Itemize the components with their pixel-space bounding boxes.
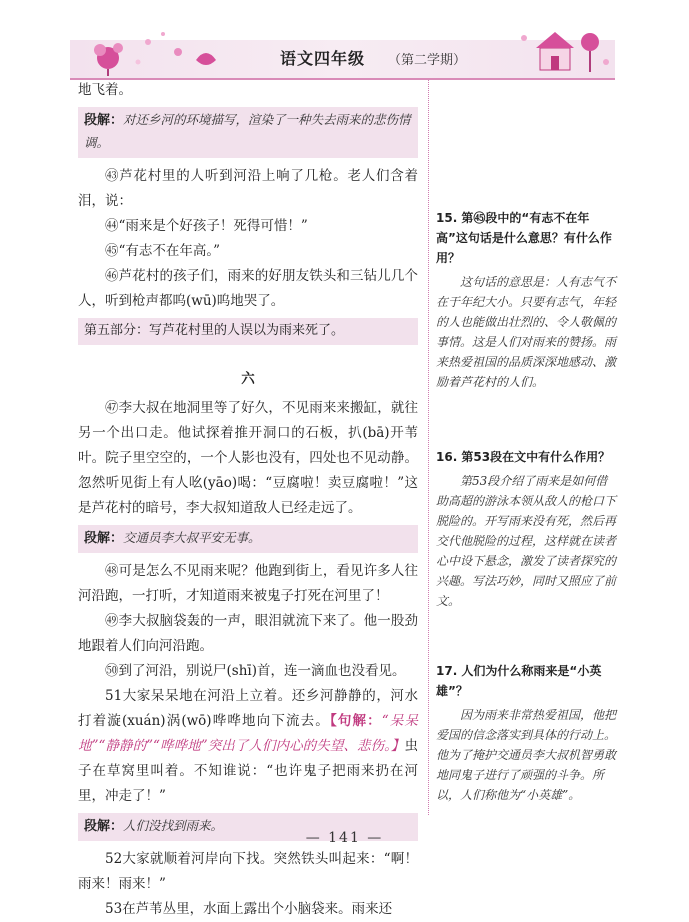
page-header [70,20,615,78]
question-16: 16. 第53段在文中有什么作用？ [436,450,611,464]
summary-text: 第五部分：写芦花村里的人误以为雨来死了。 [84,323,345,338]
sentence-note-label: 【句解： [329,713,382,729]
page-number: — 141 — [305,830,384,846]
question-column [436,78,618,805]
paragraph-48: ㊽可是怎么不见雨来呢？他跑到街上，看见许多人往河沿跑，一打听，才知道雨来被鬼子打死在河里了！ [78,563,418,604]
page-subtitle: （第二学期） [388,53,467,68]
annotation-note: 交通员李大叔平安无事。 [123,530,261,545]
paragraph-45: ㊺“有志不在年高。” [105,243,221,259]
annotation-label: 段解： [84,819,124,834]
paragraph-51-text-a: 51大家呆呆地在河沿上立着。还乡河静静的，河水打着漩(xuán)涡(wō)哗哗地向下流去。 [78,688,418,729]
annotation-label: 段解： [84,531,124,546]
column-divider [428,80,429,815]
paragraph-continued: 地飞着。 [78,82,132,98]
answer-16: 第53段介绍了雨来是如何借助高超的游泳本领从敌人的枪口下脱险的。开写雨来没有死，然后再交代他脱险的过程，这样就在读者心中设下悬念，激发了读者探究的兴趣。写法巧妙，同时又照应了前文。 [436,474,617,608]
question-15: 15. 第㊺段中的“有志不在年高”这句话是什么意思？有什么作用？ [436,211,612,265]
answer-15: 这句话的意思是：人有志气不在于年纪大小。只要有志气，年轻的人也能做出壮烈的、令人敬佩的事情。这是人们对雨来的赞扬。雨来热爱祖国的品质深深地感动、激励着芦花村的人们。 [436,275,617,389]
house-decoration-icon [510,20,615,78]
answer-17: 因为雨来非常热爱祖国，他把爱国的信念落实到具体的行动上。他为了掩护交通员李大叔机智勇敢地同鬼子进行了顽强的斗争。所以，人们称他为“小英雄”。 [436,708,617,802]
annotation-note: 人们没找到雨来。 [123,818,224,833]
annotation-box [78,525,418,553]
paragraph-52: 52大家就顺着河岸向下找。突然铁头叫起来：“啊！雨来！雨来！” [78,851,418,892]
annotation-box [78,107,418,158]
sentence-note: “呆呆地”“静静的”“哗哗地”突出了人们内心的失望、悲伤。】 [78,713,419,754]
paragraph-43: ㊸芦花村里的人听到河沿上响了几枪。老人们含着泪，说： [78,168,418,209]
annotation-note: 对还乡河的环境描写，渲染了一种失去雨来的悲伤情调。 [84,112,411,150]
paragraph-47: ㊼李大叔在地洞里等了好久，不见雨来来搬缸，就往另一个出口走。他试探着推开洞口的石板，扒(bā)开苇叶。院子里空空的，一个人影也没有，四处也不见动静。忽然听见街上有人吆(yāo)喝：“豆腐啦！卖豆腐啦！”这是芦花村的暗号，李大叔知道敌人已经走远了。 [78,400,418,516]
flower-decoration-icon [78,20,228,78]
paragraph-53: 53在芦苇丛里，水面上露出个小脑袋来。雨来还 [105,901,393,917]
paragraph-51-text-b: 虫子在草窝里叫着。不知谁说：“也许鬼子把雨来扔在河里，冲走了！” [78,738,418,804]
paragraph-44: ㊹“雨来是个好孩子！死得可惜！” [105,218,308,234]
page-title: 语文四年级 [280,49,366,68]
paragraph-46: ㊻芦花村的孩子们，雨来的好朋友铁头和三钻儿几个人，听到枪声都呜(wū)呜地哭了。 [78,268,418,309]
paragraph-50: ㊿到了河沿，别说尸(shī)首，连一滴血也没看见。 [105,663,406,679]
section-number: 六 [241,371,255,387]
question-17: 17. 人们为什么称雨来是“小英雄”？ [436,664,602,698]
summary-box [78,318,418,345]
paragraph-51 [78,684,418,809]
main-text-column [78,78,418,922]
paragraph-49: ㊾李大叔脑袋轰的一声，眼泪就流下来了。他一股劲地跟着人们向河沿跑。 [78,613,418,654]
annotation-label: 段解： [84,113,124,128]
